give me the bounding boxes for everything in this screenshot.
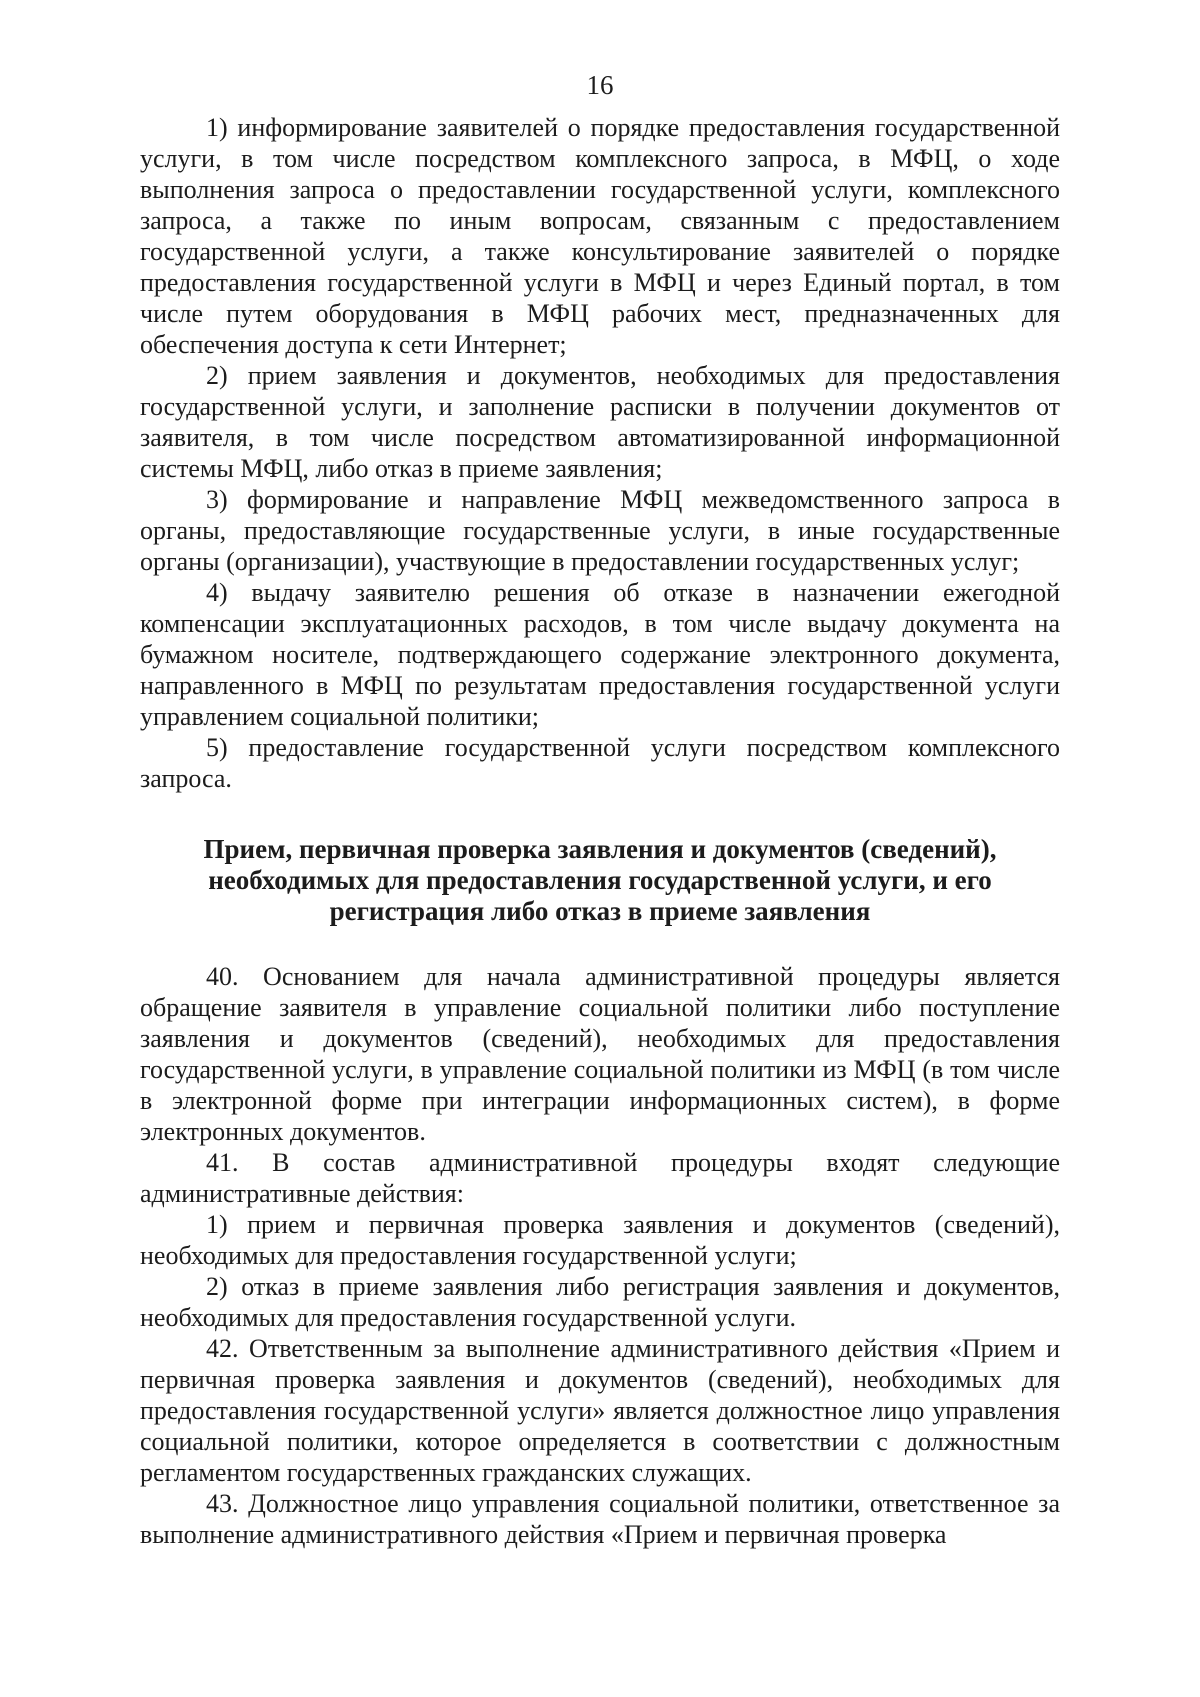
- list-item-informing: 1) информирование заявителей о порядке предоставления государственной услуги, в том числе посредством комплексного запроса, в МФЦ, о ходе выполнения запроса о предоставлении государственной услуги, комплексного запроса, а также по иным вопросам, связанным с предоставлением государственной услуги, а также консультирование заявителей о порядке предоставления государственной услуги в МФЦ и через Единый портал, в том числе путем оборудования в МФЦ рабочих мест, предназначенных для обеспечения доступа к сети Интернет;: [140, 113, 1060, 359]
- section-heading: Прием, первичная проверка заявления и документов (сведений), необходимых для предоставления государственной услуги, и его регистрация либо отказ в приеме заявления: [203, 834, 997, 926]
- clause-41-item-2: 2) отказ в приеме заявления либо регистрация заявления и документов, необходимых для предоставления государственной услуги.: [140, 1272, 1060, 1332]
- list-item-interagency-request: 3) формирование и направление МФЦ межведомственного запроса в органы, предоставляющие государственные услуги, в иные государственные органы (организации), участвующие в предоставлении государственных услуг;: [140, 485, 1060, 576]
- clause-43: 43. Должностное лицо управления социальной политики, ответственное за выполнение административного действия «Прием и первичная проверка: [140, 1489, 1060, 1549]
- list-item-complex-request: 5) предоставление государственной услуги посредством комплексного запроса.: [140, 733, 1060, 793]
- page-number: 16: [586, 70, 614, 100]
- document-body: [140, 112, 1060, 1550]
- list-item-issuance: 4) выдачу заявителю решения об отказе в назначении ежегодной компенсации эксплуатационных расходов, в том числе выдачу документа на бумажном носителе, подтверждающего содержание электронного документа, направленного в МФЦ по результатам предоставления государственной услуги управлением социальной политики;: [140, 578, 1060, 731]
- clause-40: 40. Основанием для начала административной процедуры является обращение заявителя в управление социальной политики либо поступление заявления и документов (сведений), необходимых для предоставления государственной услуги, в управление социальной политики из МФЦ (в том числе в электронной форме при интеграции информационных систем), в форме электронных документов.: [140, 962, 1060, 1146]
- clause-41: 41. В состав административной процедуры входят следующие административные действия:: [140, 1148, 1060, 1208]
- list-item-reception: 2) прием заявления и документов, необходимых для предоставления государственной услуги, и заполнение расписки в получении документов от заявителя, в том числе посредством автоматизированной информационной системы МФЦ, либо отказ в приеме заявления;: [140, 361, 1060, 483]
- clause-42: 42. Ответственным за выполнение административного действия «Прием и первичная проверка заявления и документов (сведений), необходимых для предоставления государственной услуги» является должностное лицо управления социальной политики, которое определяется в соответствии с должностным регламентом государственных гражданских служащих.: [140, 1334, 1060, 1487]
- clause-41-item-1: 1) прием и первичная проверка заявления и документов (сведений), необходимых для предоставления государственной услуги;: [140, 1210, 1060, 1270]
